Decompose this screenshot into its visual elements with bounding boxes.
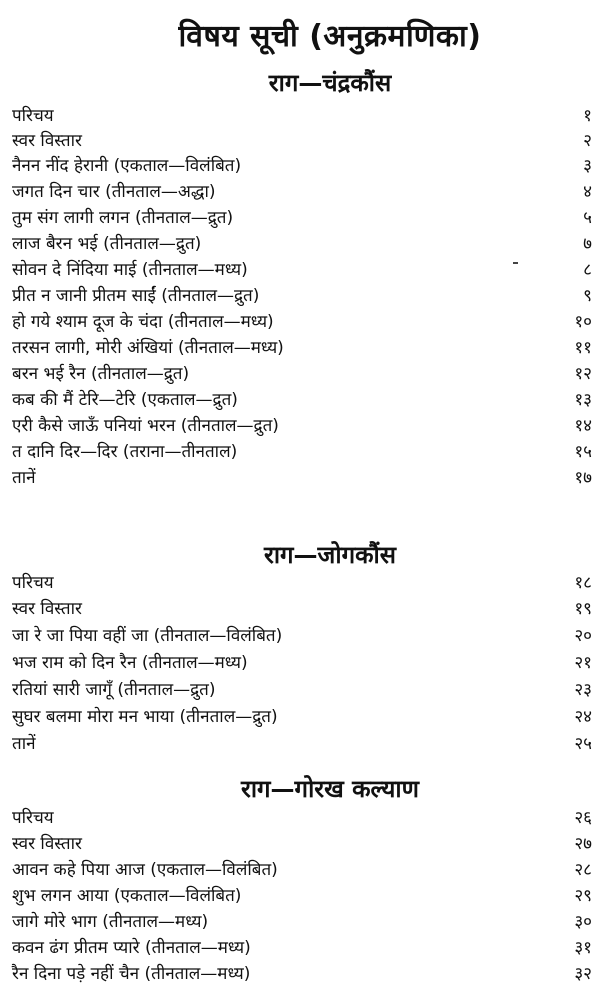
entry-label: जा रे जा पिया वहीं जा (तीनताल—विलंबित) xyxy=(12,626,283,646)
toc-entry xyxy=(12,310,592,334)
entry-label: एरी कैसे जाऊँ पनियां भरन (तीनताल—द्रुत) xyxy=(12,416,279,436)
entry-label: लाज बैरन भई (तीनताल—द्रुत) xyxy=(12,234,202,254)
entry-page: २७ xyxy=(574,834,592,854)
toc-entry xyxy=(12,336,592,360)
entry-label: स्वर विस्तार xyxy=(12,131,82,151)
entry-label: तानें xyxy=(12,468,36,488)
entry-page: २१ xyxy=(574,653,592,673)
toc-entry xyxy=(12,832,592,856)
entry-label: बरन भई रैन (तीनताल—द्रुत) xyxy=(12,364,190,384)
entry-label: जागे मोरे भाग (तीनताल—मध्य) xyxy=(12,912,209,932)
entry-label: सुघर बलमा मोरा मन भाया (तीनताल—द्रुत) xyxy=(12,707,278,727)
toc-entry xyxy=(12,284,592,308)
entry-page: १३ xyxy=(574,390,592,410)
entry-page: ३ xyxy=(583,156,592,176)
entry-label: तरसन लागी, मोरी अंखियां (तीनताल—मध्य) xyxy=(12,338,284,358)
entry-label: परिचय xyxy=(12,808,54,828)
entry-page: २६ xyxy=(574,808,592,828)
toc-entry xyxy=(12,206,592,230)
entry-page: १९ xyxy=(574,599,592,619)
toc-entry xyxy=(12,362,592,386)
entry-page: २९ xyxy=(574,886,592,906)
entry-label: नैनन नींद हेरानी (एकताल—विलंबित) xyxy=(12,156,242,176)
entry-page: ४ xyxy=(583,182,592,202)
toc-entry xyxy=(12,388,592,412)
toc-entry xyxy=(12,806,592,830)
entry-label: हो गये श्याम दूज के चंदा (तीनताल—मध्य) xyxy=(12,312,274,332)
entry-page: १२ xyxy=(574,364,592,384)
toc-entry xyxy=(12,884,592,908)
toc-entry xyxy=(12,466,592,490)
toc-entry xyxy=(12,858,592,882)
entry-label: रैन दिना पड़े नहीं चैन (तीनताल—मध्य) xyxy=(12,964,251,984)
toc-entry xyxy=(12,597,592,621)
toc-entry xyxy=(12,414,592,438)
section-heading-chandrakauns: राग—चंद्रकौंस xyxy=(268,69,392,97)
entry-label: परिचय xyxy=(12,106,54,126)
page-title: विषय सूची (अनुक्रमणिका) xyxy=(178,19,482,54)
toc-entry xyxy=(12,180,592,204)
entry-page: ५ xyxy=(583,208,592,228)
entry-page: ३२ xyxy=(574,964,592,984)
entry-label: भज राम को दिन रैन (तीनताल—मध्य) xyxy=(12,653,248,673)
toc-entry xyxy=(12,258,592,282)
entry-page: १४ xyxy=(574,416,592,436)
entry-page: ९ xyxy=(583,286,592,306)
entry-page: २८ xyxy=(574,860,592,880)
toc-entry xyxy=(12,651,592,675)
entry-label: जगत दिन चार (तीनताल—अद्धा) xyxy=(12,182,216,202)
entry-page: ३० xyxy=(574,912,592,932)
entry-label: त दानि दिर—दिर (तराना—तीनताल) xyxy=(12,442,238,462)
entry-page: १ xyxy=(583,106,592,126)
entry-page: २५ xyxy=(574,734,592,754)
entry-page: २४ xyxy=(574,707,592,727)
entry-label: परिचय xyxy=(12,573,54,593)
entry-label: स्वर विस्तार xyxy=(12,599,82,619)
entry-label: तुम संग लागी लगन (तीनताल—द्रुत) xyxy=(12,208,234,228)
toc-entry xyxy=(12,104,592,128)
toc-entry xyxy=(12,571,592,595)
entry-label: स्वर विस्तार xyxy=(12,834,82,854)
entry-page: १८ xyxy=(574,573,592,593)
toc-entry xyxy=(12,936,592,960)
toc-entry xyxy=(12,705,592,729)
entry-label: रतियां सारी जागूँ (तीनताल—द्रुत) xyxy=(12,680,216,700)
entry-page: ११ xyxy=(574,338,592,358)
toc-entry xyxy=(12,962,592,986)
toc-entry xyxy=(12,440,592,464)
entry-page: १० xyxy=(574,312,592,332)
entry-label: तानें xyxy=(12,734,36,754)
toc-entry xyxy=(12,732,592,756)
toc-entry xyxy=(12,154,592,178)
entry-label: कब की मैं टेरि—टेरि (एकताल—द्रुत) xyxy=(12,390,238,410)
entry-page: ८ xyxy=(583,260,592,280)
entry-page: ३१ xyxy=(574,938,592,958)
entry-page: २ xyxy=(583,131,592,151)
toc-entry xyxy=(12,129,592,153)
scan-speck xyxy=(513,262,518,264)
entry-label: आवन कहे पिया आज (एकताल—विलंबित) xyxy=(12,860,278,880)
entry-page: २३ xyxy=(574,680,592,700)
entry-label: प्रीत न जानी प्रीतम साईं (तीनताल—द्रुत) xyxy=(12,286,260,306)
entry-label: शुभ लगन आया (एकताल—विलंबित) xyxy=(12,886,242,906)
section-heading-jogkauns: राग—जोगकौंस xyxy=(264,541,396,569)
entry-label: कवन ढंग प्रीतम प्यारे (तीनताल—मध्य) xyxy=(12,938,251,958)
toc-entry xyxy=(12,232,592,256)
entry-label: सोवन दे निंदिया माई (तीनताल—मध्य) xyxy=(12,260,248,280)
entry-page: ७ xyxy=(583,234,592,254)
toc-entry xyxy=(12,678,592,702)
entry-page: १५ xyxy=(574,442,592,462)
toc-entry xyxy=(12,624,592,648)
entry-page: २० xyxy=(574,626,592,646)
toc-entry xyxy=(12,910,592,934)
entry-page: १७ xyxy=(574,468,592,488)
section-heading-gorakh-kalyan: राग—गोरख कल्याण xyxy=(241,775,419,803)
